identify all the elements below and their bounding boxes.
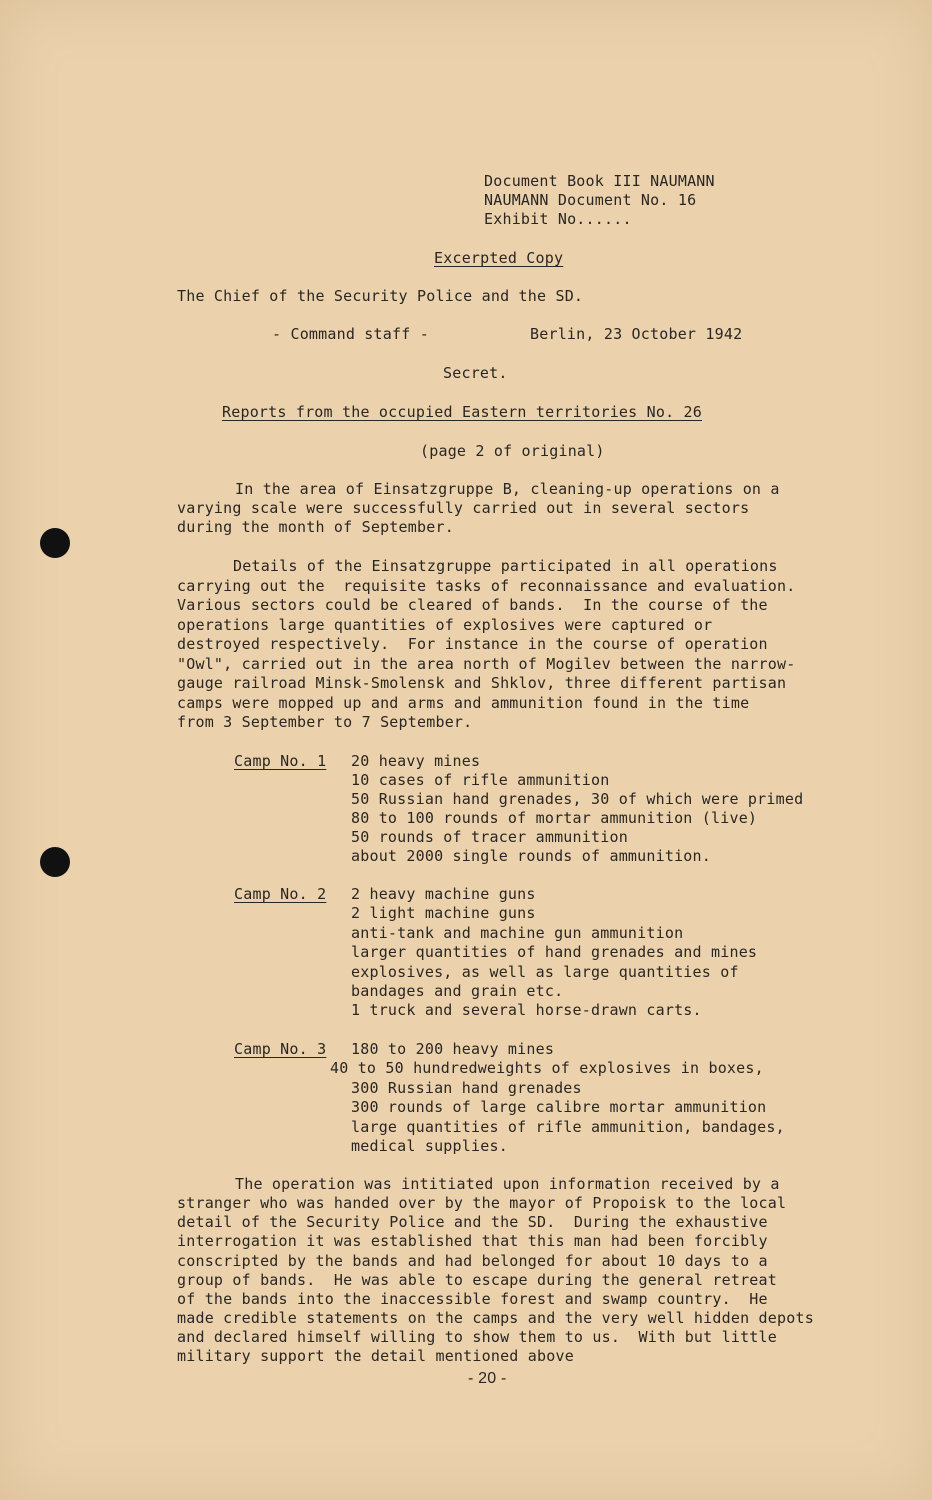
camp-label: Camp No. 1 <box>234 752 327 770</box>
camp-item: 2 heavy machine guns <box>351 885 536 903</box>
chief-line: The Chief of the Security Police and the SD. <box>177 287 584 305</box>
camp-item: 20 heavy mines <box>351 752 481 770</box>
excerpted-copy-heading: Excerpted Copy <box>434 249 564 267</box>
camp-label: Camp No. 2 <box>234 885 327 903</box>
camp-item: 10 cases of rifle ammunition <box>351 771 610 789</box>
command-staff: - Command staff - <box>272 325 429 343</box>
camp-item: about 2000 single rounds of ammunition. <box>351 847 711 865</box>
paragraph-line: varying scale were successfully carried out in several sectors <box>177 499 750 517</box>
paragraph-line: carrying out the requisite tasks of reconnaissance and evaluation. <box>177 577 796 595</box>
paragraph-line: of the bands into the inaccessible forest and swamp country. He <box>177 1290 768 1308</box>
camp-item: large quantities of rifle ammunition, bandages, <box>351 1118 785 1136</box>
camp-item: 40 to 50 hundredweights of explosives in boxes, <box>330 1059 764 1077</box>
paragraph-line: conscripted by the bands and had belonged for about 10 days to a <box>177 1252 768 1270</box>
camp-label: Camp No. 3 <box>234 1040 327 1058</box>
punch-hole <box>40 847 70 877</box>
camp-item: medical supplies. <box>351 1137 508 1155</box>
paragraph-line: from 3 September to 7 September. <box>177 713 473 731</box>
paragraph-line: and declared himself willing to show them to us. With but little <box>177 1328 777 1346</box>
paragraph-line: operations large quantities of explosives were captured or <box>177 616 713 634</box>
camp-item: 1 truck and several horse-drawn carts. <box>351 1001 702 1019</box>
paragraph-line: Various sectors could be cleared of bands. In the course of the <box>177 596 768 614</box>
paragraph-line: group of bands. He was able to escape during the general retreat <box>177 1271 777 1289</box>
paragraph-line: gauge railroad Minsk-Smolensk and Shklov, three different partisan <box>177 674 787 692</box>
page-number: - 20 - <box>468 1370 507 1387</box>
camp-item: bandages and grain etc. <box>351 982 564 1000</box>
paragraph-line: interrogation it was established that this man had been forcibly <box>177 1232 768 1250</box>
paragraph-line: In the area of Einsatzgruppe B, cleaning-up operations on a <box>235 480 780 498</box>
paragraph-line: camps were mopped up and arms and ammunition found in the time <box>177 694 750 712</box>
camp-item: 300 rounds of large calibre mortar ammunition <box>351 1098 767 1116</box>
camp-item: 50 Russian hand grenades, 30 of which were primed <box>351 790 804 808</box>
page-note: (page 2 of original) <box>420 442 605 460</box>
punch-hole <box>40 528 70 558</box>
paragraph-line: Details of the Einsatzgruppe participated in all operations <box>233 557 778 575</box>
paragraph-line: detail of the Security Police and the SD. During the exhaustive <box>177 1213 768 1231</box>
paragraph-line: made credible statements on the camps and the very well hidden depots <box>177 1309 814 1327</box>
header-document-no: NAUMANN Document No. 16 <box>484 191 697 209</box>
paragraph-line: "Owl", carried out in the area north of Mogilev between the narrow- <box>177 655 796 673</box>
reports-title: Reports from the occupied Eastern territories No. 26 <box>222 403 702 421</box>
paragraph-line: The operation was intitiated upon information received by a <box>235 1175 780 1193</box>
paragraph-line: stranger who was handed over by the mayor of Propoisk to the local <box>177 1194 787 1212</box>
camp-item: 180 to 200 heavy mines <box>351 1040 555 1058</box>
camp-item: explosives, as well as large quantities of <box>351 963 739 981</box>
camp-item: 50 rounds of tracer ammunition <box>351 828 628 846</box>
paragraph-line: destroyed respectively. For instance in the course of operation <box>177 635 768 653</box>
camp-item: anti-tank and machine gun ammunition <box>351 924 684 942</box>
paragraph-line: during the month of September. <box>177 518 454 536</box>
camp-item: 300 Russian hand grenades <box>351 1079 582 1097</box>
camp-item: larger quantities of hand grenades and mines <box>351 943 758 961</box>
camp-item: 80 to 100 rounds of mortar ammunition (live) <box>351 809 758 827</box>
secret-label: Secret. <box>443 364 508 382</box>
header-exhibit-no: Exhibit No...... <box>484 210 632 228</box>
paragraph-line: military support the detail mentioned above <box>177 1347 574 1365</box>
place-date: Berlin, 23 October 1942 <box>530 325 743 343</box>
header-book: Document Book III NAUMANN <box>484 172 715 190</box>
camp-item: 2 light machine guns <box>351 904 536 922</box>
